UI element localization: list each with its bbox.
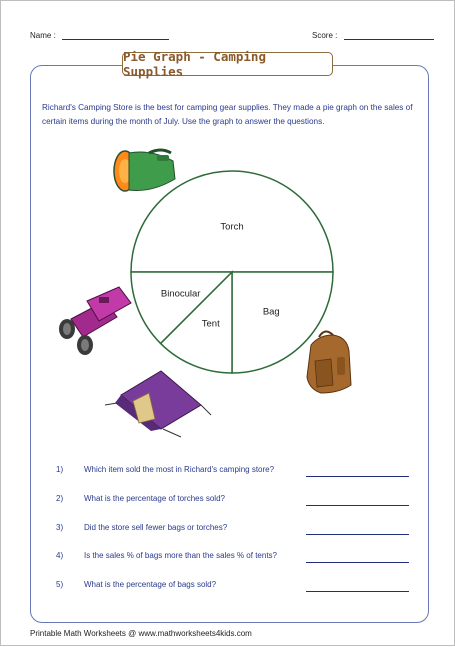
answer-line[interactable]	[306, 475, 409, 477]
pie-label-binocular: Binocular	[160, 288, 201, 300]
question-text: Did the store sell fewer bags or torches?	[84, 523, 228, 532]
question-text: What is the percentage of bags sold?	[84, 580, 217, 589]
pie-label-tent: Tent	[201, 318, 220, 330]
pie-label-bag: Bag	[262, 306, 280, 318]
question-number: 3)	[56, 523, 64, 532]
intro-paragraph: Richard's Camping Store is the best for camping gear supplies. They made a pie graph on the sales of certain items during the month of July. Use the graph to answer the questions.	[42, 103, 413, 126]
footer-credit: Printable Math Worksheets @ www.mathworksheets4kids.com	[30, 629, 252, 638]
answer-line[interactable]	[306, 561, 409, 563]
question-number: 4)	[56, 551, 64, 560]
question-text: Which item sold the most in Richard's camping store?	[84, 465, 275, 474]
binocular-icon	[59, 287, 131, 355]
pie-chart	[131, 171, 333, 373]
backpack-icon	[307, 331, 351, 393]
question-number: 2)	[56, 494, 64, 503]
question-text: What is the percentage of torches sold?	[84, 494, 225, 503]
score-label: Score :	[312, 31, 338, 40]
pie-label-torch: Torch	[220, 221, 244, 233]
question-text: Is the sales % of bags more than the sales % of tents?	[84, 551, 277, 560]
tent-icon	[105, 371, 211, 437]
name-label: Name :	[30, 31, 56, 40]
answer-line[interactable]	[306, 504, 409, 506]
question-number: 5)	[56, 580, 64, 589]
torch-icon	[114, 150, 175, 191]
answer-line[interactable]	[306, 590, 409, 592]
worksheet-title: Pie Graph - Camping Supplies	[122, 52, 333, 76]
question-number: 1)	[56, 465, 64, 474]
answer-line[interactable]	[306, 533, 409, 535]
